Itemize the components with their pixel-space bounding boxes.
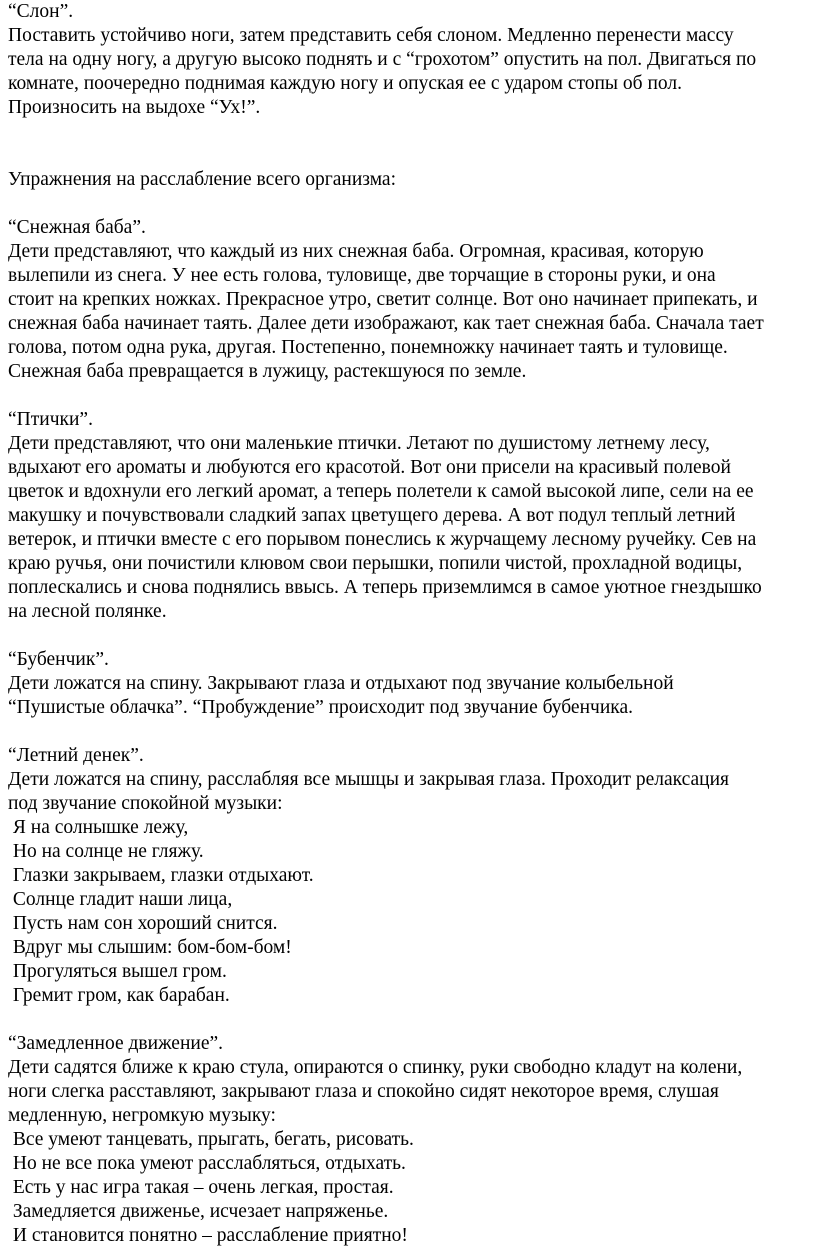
text-line: ветерок, и птички вместе с его порывом понеслись к журчащему лесному ручейку. Сев на [8, 529, 757, 550]
text-line: Но на солнце не гляжу. [8, 841, 204, 862]
paragraph-gap [8, 624, 812, 648]
text-line: И становится понятно – расслабление приятно! [8, 1225, 408, 1246]
text-line: комнате, поочередно поднимая каждую ногу и опуская ее с ударом стопы об пол. [8, 73, 682, 94]
paragraph-gap [8, 120, 812, 144]
section-title: “Летний денек”. [8, 745, 144, 766]
text-line: Солнце гладит наши лица, [8, 889, 233, 910]
text-line: Все умеют танцевать, прыгать, бегать, рисовать. [8, 1129, 414, 1150]
text-line: Снежная баба превращается в лужицу, растекшуюся по земле. [8, 361, 527, 382]
section-title: “Слон”. [8, 1, 74, 22]
section [8, 744, 812, 1008]
text-line: Глазки закрываем, глазки отдыхают. [8, 865, 314, 886]
paragraph-gap [8, 720, 812, 744]
text-line: Пусть нам сон хороший снится. [8, 913, 278, 934]
section-title: “Замедленное движение”. [8, 1033, 224, 1054]
text-line: Замедляется движенье, исчезает напряженье. [8, 1201, 389, 1222]
text-line: медленную, негромкую музыку: [8, 1105, 276, 1126]
text-line: Дети представляют, что каждый из них снежная баба. Огромная, красивая, которую [8, 241, 704, 262]
section [8, 1032, 812, 1248]
paragraph-gap [8, 1008, 812, 1032]
text-line: на лесной полянке. [8, 601, 167, 622]
text-line: Вдруг мы слышим: бом-бом-бом! [8, 937, 292, 958]
text-line: Прогуляться вышел гром. [8, 961, 227, 982]
text-line: Есть у нас игра такая – очень легкая, простая. [8, 1177, 394, 1198]
text-line: снежная баба начинает таять. Далее дети изображают, как тает снежная баба. Сначала тает [8, 313, 764, 334]
text-line: Дети представляют, что они маленькие птички. Летают по душистому летнему лесу, [8, 433, 710, 454]
text-line: краю ручья, они почистили клювом свои перышки, попили чистой, прохладной водицы, [8, 553, 743, 574]
text-line: цветок и вдохнули его легкий аромат, а теперь полетели к самой высокой липе, сели на ее [8, 481, 754, 502]
text-line: Но не все пока умеют расслабляться, отдыхать. [8, 1153, 406, 1174]
text-line: Дети ложатся на спину. Закрывают глаза и отдыхают под звучание колыбельной [8, 673, 674, 694]
paragraph-gap [8, 384, 812, 408]
text-line: голова, потом одна рука, другая. Постепенно, понемножку начинает таять и туловище. [8, 337, 728, 358]
text-line: Поставить устойчиво ноги, затем представить себя слоном. Медленно перенести массу [8, 25, 734, 46]
text-line: Дети ложатся на спину, расслабляя все мышцы и закрывая глаза. Проходит релаксация [8, 769, 730, 790]
text-line: поплескались и снова поднялись ввысь. А теперь приземлимся в самое уютное гнездышко [8, 577, 762, 598]
section [8, 216, 812, 384]
section-title: “Бубенчик”. [8, 649, 109, 670]
text-line: стоит на крепких ножках. Прекрасное утро, светит солнце. Вот оно начинает припекать, и [8, 289, 758, 310]
section-title: “Птички”. [8, 409, 93, 430]
section-title: Упражнения на расслабление всего организма: [8, 169, 397, 190]
section-title: “Снежная баба”. [8, 217, 146, 238]
section [8, 648, 812, 720]
text-line: ноги слегка расставляют, закрывают глаза и спокойно сидят некоторое время, слушая [8, 1081, 719, 1102]
section [8, 168, 812, 192]
text-line: Я на солнышке лежу, [8, 817, 189, 838]
text-line: “Пушистые облачка”. “Пробуждение” происходит под звучание бубенчика. [8, 697, 633, 718]
paragraph-gap [8, 192, 812, 216]
text-line: вылепили из снега. У нее есть голова, туловище, две торчащие в стороны руки, и она [8, 265, 716, 286]
paragraph-gap [8, 144, 812, 168]
text-line: вдыхают его ароматы и любуются его красотой. Вот они присели на красивый полевой [8, 457, 731, 478]
section [8, 0, 812, 120]
text-line: Произносить на выдохе “Ух!”. [8, 97, 261, 118]
section [8, 408, 812, 624]
text-line: макушку и почувствовали сладкий запах цветущего дерева. А вот подул теплый летний [8, 505, 736, 526]
text-line: Гремит гром, как барабан. [8, 985, 230, 1006]
text-line: Дети садятся ближе к краю стула, опираются о спинку, руки свободно кладут на колени, [8, 1057, 743, 1078]
text-line: под звучание спокойной музыки: [8, 793, 283, 814]
text-line: тела на одну ногу, а другую высоко поднять и с “грохотом” опустить на пол. Двигаться по [8, 49, 757, 70]
